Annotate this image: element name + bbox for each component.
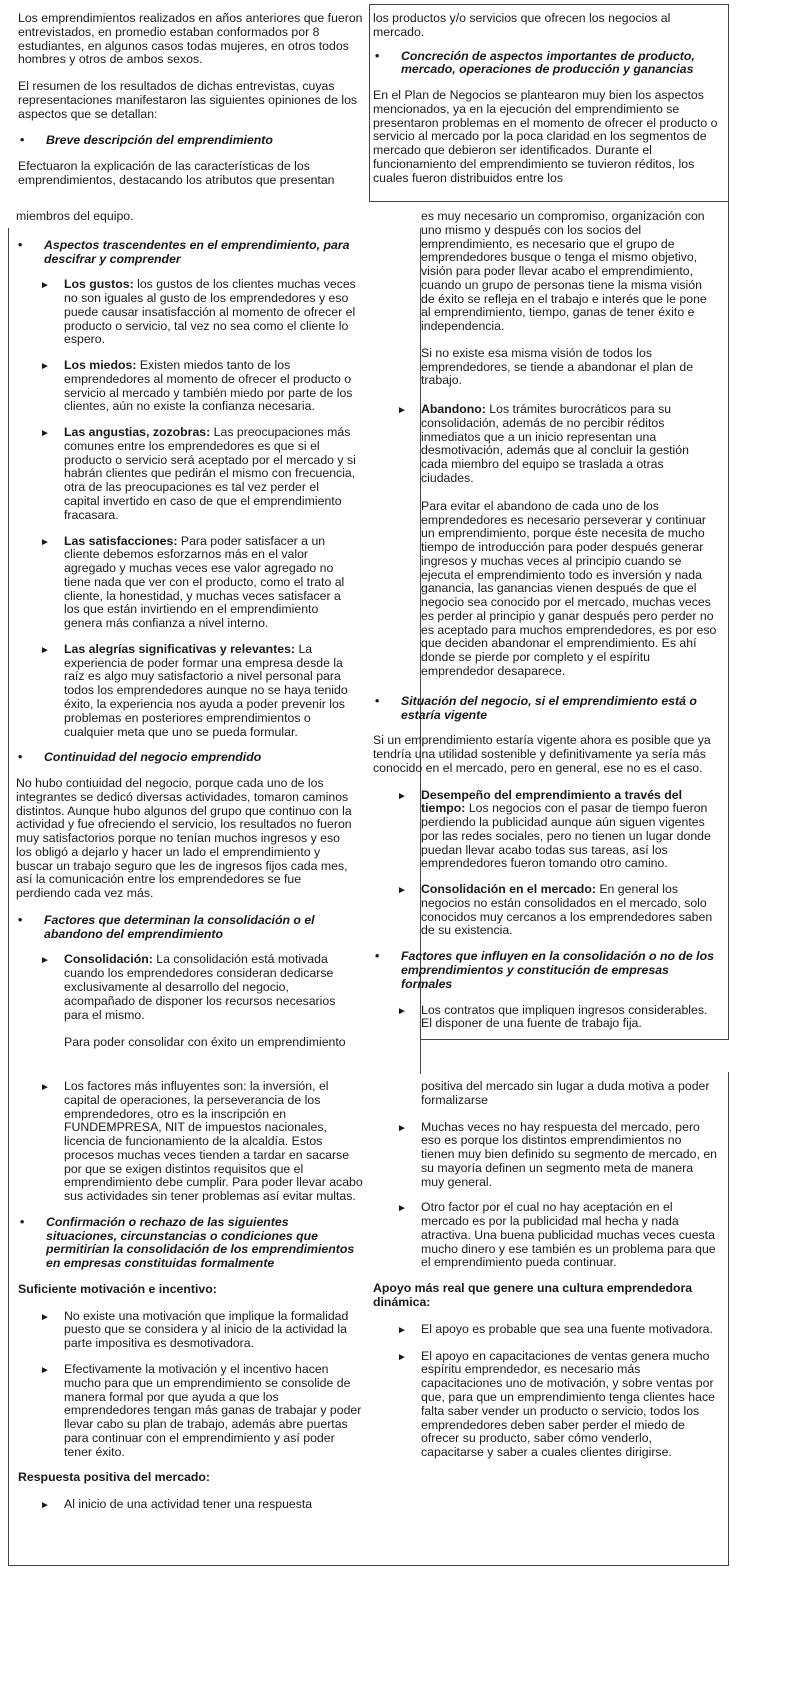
- list-item: [397, 1350, 718, 1460]
- bullet-icon: •: [18, 750, 23, 765]
- item-text: Las preocupaciones más comunes entre los emprendedores es que si el producto o servicio será aceptado por el mercado y si habrán clientes que pedirán el mismo con frecuencia, otra de las preocupaciones es tal vez perder el capital invertido en caso de que el emprendimiento fracasara.: [64, 425, 356, 522]
- arrow-icon: ►: [40, 428, 50, 440]
- heading-motivacion: Suficiente motivación e incentivo:: [18, 1281, 217, 1296]
- bullet-icon: •: [18, 237, 23, 252]
- intro-paragraph-1: Los emprendimientos realizados en años anteriores que fueron entrevistados, en promedio estaban conformados por 8 estudiantes, en algunos casos todas mujeres, en otros todos hombres y otros de ambos sexos.: [18, 11, 363, 67]
- consolidacion-sub-paragraph: Para poder consolidar con éxito un emprendimiento: [64, 1035, 346, 1050]
- arrow-icon: ►: [397, 1351, 407, 1363]
- arrow-icon: ►: [397, 1324, 407, 1336]
- arrow-icon: ►: [40, 1311, 50, 1323]
- continuidad-paragraph: No hubo contiuidad del negocio, porque cada uno de los integrantes se dedicó diversas actividades, tomaron caminos distintos. Aunque hubo algunos del grupo que continuo con la actividad y fue ofreciendo el servicio, los resultados no fueron muy satisfactorios porque no tenían muchos ingresos y eso los obligó a dejarlo y hacer un lado el emprendimiento y buscar un trabajo seguro que les de ingresos fijos cada mes, así la comunicación entre los emprendedores se fue perdiendo cada vez más.: [16, 776, 352, 901]
- bullet-icon: •: [20, 133, 25, 148]
- list-item: [397, 789, 718, 872]
- heading-apoyo: Apoyo más real que genere una cultura emprendedora dinámica:: [373, 1281, 693, 1309]
- list-item: [397, 1323, 718, 1338]
- list-item: [40, 278, 356, 347]
- breve-paragraph: Efectuaron la explicación de las características de los emprendimientos, destacando los atributos que presentan: [18, 159, 335, 187]
- block1-left-column: [18, 12, 363, 201]
- heading-confirmacion: [18, 1216, 363, 1271]
- item-text: No existe una motivación que implique la formalidad puesto que se considera y al inicio de la actividad la parte impositiva es desmotivadora.: [64, 1308, 349, 1351]
- heading-factores-determinan: [16, 914, 356, 942]
- continuation-paragraph: los productos y/o servicios que ofrecen los negocios al mercado.: [373, 11, 671, 39]
- arrow-icon: ►: [397, 1203, 407, 1215]
- heading-text: Concreción de aspectos importantes de producto, mercado, operaciones de producción y ganancias: [401, 48, 695, 77]
- item-title: Los miedos:: [64, 358, 137, 373]
- bullet-icon: •: [18, 912, 23, 927]
- arrow-icon: ►: [40, 361, 50, 373]
- heading-breve-descripcion: [18, 134, 363, 148]
- list-item: [40, 1498, 363, 1513]
- continuation-paragraph-2: Si no existe esa misma visión de todos los emprendedores, se tiende a abandonar el plan de trabajo.: [421, 345, 694, 388]
- block1-right-column: [373, 12, 721, 198]
- item-text: Muchas veces no hay respuesta del mercado, pero eso es porque los distintos emprendimientos no tienen muy bien definido su segmento de mercado, en su mayoría definen un segmento meta de manera muy general.: [421, 1119, 717, 1189]
- heading-text: Aspectos trascendentes en el emprendimiento, para descifrar y comprender: [44, 237, 350, 266]
- heading-situacion: [373, 695, 718, 723]
- block3-left-column: [18, 1080, 363, 1525]
- list-item: [40, 359, 356, 414]
- arrow-icon: ►: [40, 536, 50, 548]
- item-text: La experiencia de poder formar una empresa desde la raíz es algo muy satisfactorio a nivel personal para todos los emprendedores aunque no se haya tenido éxito, la experiencia nos ayuda a poder prevenir los problemas en posteriores emprendimientos o cualquier meta que uno se pueda formular.: [64, 641, 348, 739]
- arrow-icon: ►: [397, 405, 407, 417]
- situacion-paragraph: Si un emprendimiento estaría vigente ahora es posible que ya tendría una utilidad sostenible y definitivamente ya sería más conocido en el mercado, pero en general, ese no es el caso.: [373, 733, 711, 775]
- arrow-icon: ►: [397, 790, 407, 802]
- heading-text: Confirmación o rechazo de las siguientes situaciones, circunstancias o condiciones que permitirían la consolidación de los emprendimientos en empresas constituidas formalmente: [46, 1214, 355, 1271]
- item-text: En general los negocios no están consolidados en el mercado, solo conocidos muy cercanos a los emprendedores saben de su existencia.: [421, 882, 713, 938]
- arrow-icon: ►: [40, 280, 50, 292]
- continuation-paragraph: es muy necesario un compromiso, organización con uno mismo y después con los socios del emprendimiento, es necesario que el grupo de emprendedores busque o tenga el mismo objetivo, visión para poder llevar acabo el emprendimiento, cuando un grupo de personas tiene la misma visión de éxito se refleja en el trabajo e interés que le pone al emprendimiento, tiempo, ganas de tener éxito e independencia.: [421, 209, 707, 334]
- arrow-icon: ►: [397, 1005, 407, 1017]
- item-title: Abandono:: [421, 402, 486, 417]
- item-title: Las satisfacciones:: [64, 533, 178, 548]
- list-item-abandono: [397, 403, 718, 486]
- list-item: [40, 1310, 363, 1351]
- arrow-icon: ►: [397, 885, 407, 897]
- concrecion-paragraph: En el Plan de Negocios se plantearon muy bien los aspectos mencionados, ya en la ejecución del emprendimiento se presentaron problemas en el momento de ofrecer el producto o servicio al mercado por la poca claridad en los segmentos de mercado que debieron ser identificados. Durante el funcionamiento del emprendimiento se tuvieron réditos, los cuales fueron distribuidos entre los: [373, 88, 718, 185]
- heading-respuesta: Respuesta positiva del mercado:: [18, 1470, 211, 1485]
- arrow-icon: ►: [40, 1082, 50, 1093]
- item-text: El apoyo es probable que sea una fuente motivadora.: [421, 1321, 713, 1336]
- arrow-icon: ►: [40, 1365, 50, 1377]
- item-text: Efectivamente la motivación y el incentivo hacen mucho para que un emprendimiento se consolide de manera formal por que ayuda a que los emprendedores tengan más ganas de trabajar y poder llevar cabo su plan de trabajo, además abre puertas para continuar con el emprendimiento y así poder tener éxito.: [64, 1362, 362, 1459]
- item-text: La consolidación está motivada cuando los emprendedores consideran dedicarse exclusivamente al desarrollo del negocio, acompañado de disponer los recursos necesarios para el mismo.: [64, 952, 336, 1022]
- heading-text: Continuidad del negocio emprendido: [44, 750, 262, 765]
- heading-concrecion: [373, 50, 721, 78]
- list-item: [40, 426, 356, 522]
- item-title: Consolidación:: [64, 952, 153, 967]
- block3-right-column: [373, 1080, 718, 1472]
- bullet-icon: •: [375, 949, 380, 964]
- item-text: Al inicio de una actividad tener una respuesta: [64, 1497, 313, 1512]
- block2-right-column: [373, 210, 718, 1043]
- heading-continuidad: [16, 751, 356, 765]
- continuation-paragraph: positiva del mercado sin lugar a duda motiva a poder formalizarse: [421, 1079, 710, 1107]
- item-text: Otro factor por el cual no hay aceptación en el mercado es por la publicidad mal hecha y nada atractiva. Una buena publicidad muchas veces cuesta mucho dinero y ese también es un problema para que el emprendimiento pueda continuar.: [421, 1200, 716, 1270]
- arrow-icon: ►: [397, 1122, 407, 1134]
- list-item: [40, 535, 356, 631]
- item-text: los gustos de los clientes muchas veces no son iguales al gusto de los emprendedores y eso puede causar insatisfacción al momento de ofrecer el producto o servicio, tal vez no sea como el cliente lo espero.: [64, 277, 356, 347]
- item-text: Para poder satisfacer a un cliente debemos esforzarnos más en el valor agregado y muchas veces ese valor agregado no tiene nada que ver con el producto, como el trato al cliente, la honestidad, y muchas veces satisfacer a los que están invirtiendo en el emprendimiento genera más confianza a nivel interno.: [64, 533, 345, 631]
- heading-text: Factores que determinan la consolidación o el abandono del emprendimiento: [44, 912, 315, 941]
- list-item-consolidacion: [40, 953, 356, 1022]
- bullet-icon: •: [375, 48, 380, 63]
- heading-text: Factores que influyen en la consolidación o no de los emprendimientos y constitución de empresas formales: [401, 949, 714, 991]
- list-item: [397, 1201, 718, 1270]
- item-title: Los gustos:: [64, 277, 134, 292]
- item-text: El apoyo en capacitaciones de ventas genera mucho espíritu emprendedor, es necesario más capacitaciones uno de motivación, y sobre ventas por que, para que un emprendimiento tenga clientes hace falta saber vender un producto o servicio, todos los emprendedores deben saber perder el miedo de ofrecer su producto, saber cómo venderlo, capacitarse y saber a cuales clientes dirigirse.: [421, 1348, 715, 1460]
- list-item: [40, 1363, 363, 1459]
- intro-paragraph-2: El resumen de los resultados de dichas entrevistas, cuyas representaciones manifestaron las siguientes opiniones de los aspectos que se detallan:: [18, 79, 358, 121]
- bullet-icon: •: [20, 1214, 25, 1229]
- heading-factores-influyen: [373, 950, 718, 991]
- item-title: Las alegrías significativas y relevantes:: [64, 641, 296, 656]
- heading-text: Breve descripción del emprendimiento: [46, 133, 273, 148]
- abandono-sub-paragraph: Para evitar el abandono de cada uno de los emprendedores es necesario perseverar y continuar un emprendimiento, porque éste necesita de mucho tiempo de introducción para poder después generar ingresos y muchas veces al principio cuando se ejecuta el emprendimiento todo es inversión y nada ganancia, las ganancias vienen después de que el negocio sea conocido por el mercado, muchas veces es perder al principio y ganar después pero perder no es aceptado para muchos emprendedores, es por eso que deciden abandonar el emprendimiento. Es ahí donde se pierde por completo y el espíritu emprendedor desaparece.: [421, 498, 717, 678]
- item-text: Existen miedos tanto de los emprendedores al momento de ofrecer el producto o servicio al mercado y también miedo por parte de los clientes, aún no existe la confianza necesaria.: [64, 358, 353, 414]
- list-item: [397, 1004, 718, 1032]
- arrow-icon: ►: [40, 644, 50, 656]
- bullet-icon: •: [375, 693, 380, 708]
- item-title: Las angustias, zozobras:: [64, 425, 211, 440]
- item-title: Desempeño del emprendimiento a través del tiempo:: [421, 787, 683, 816]
- item-title: Consolidación en el mercado:: [421, 882, 596, 897]
- heading-aspectos-trascendentes: [16, 239, 356, 267]
- block2-left-column: [16, 210, 356, 1062]
- continuation-paragraph: miembros del equipo.: [16, 209, 134, 223]
- item-text: Los factores más influyentes son: la inversión, el capital de operaciones, la perseverancia de los emprendedores, otro es la inscripción en FUNDEMPRESA, NIT de impuestos nacionales, licencia de funcionamiento de la alcaldía. Estos procesos muchas veces tienden a tardar en sacarse por que se exigen distintos requisitos que el emprendimiento debe cumplir. Para poder llevar acabo sus actividades sin tener problemas así evitar multas.: [64, 1079, 363, 1204]
- item-text: Los contratos que impliquen ingresos considerables. El disponer de una fuente de trabajo fija.: [421, 1002, 708, 1031]
- arrow-icon: ►: [40, 955, 50, 967]
- list-item: [397, 1121, 718, 1190]
- item-text: Los negocios con el pasar de tiempo fueron perdiendo la publicidad aunque aún siguen vigentes por las redes sociales, pero no tienen un lugar donde puedan llevar acabo todas sus tareas, así los emprendedores fueron tomando otro camino.: [421, 801, 711, 871]
- item-text: Los trámites burocráticos para su consolidación, además de no percibir réditos inmediatos que a un inicio representan una desmotivación, además que al concluir la gestión cada miembro del equipo se traslada a otras ciudades.: [421, 402, 689, 486]
- arrow-icon: ►: [40, 1500, 50, 1512]
- list-item: [397, 883, 718, 938]
- list-item-factores: [40, 1080, 363, 1204]
- heading-text: Situación del negocio, si el emprendimiento está o estaría vigente: [401, 693, 697, 722]
- list-item: [40, 643, 356, 739]
